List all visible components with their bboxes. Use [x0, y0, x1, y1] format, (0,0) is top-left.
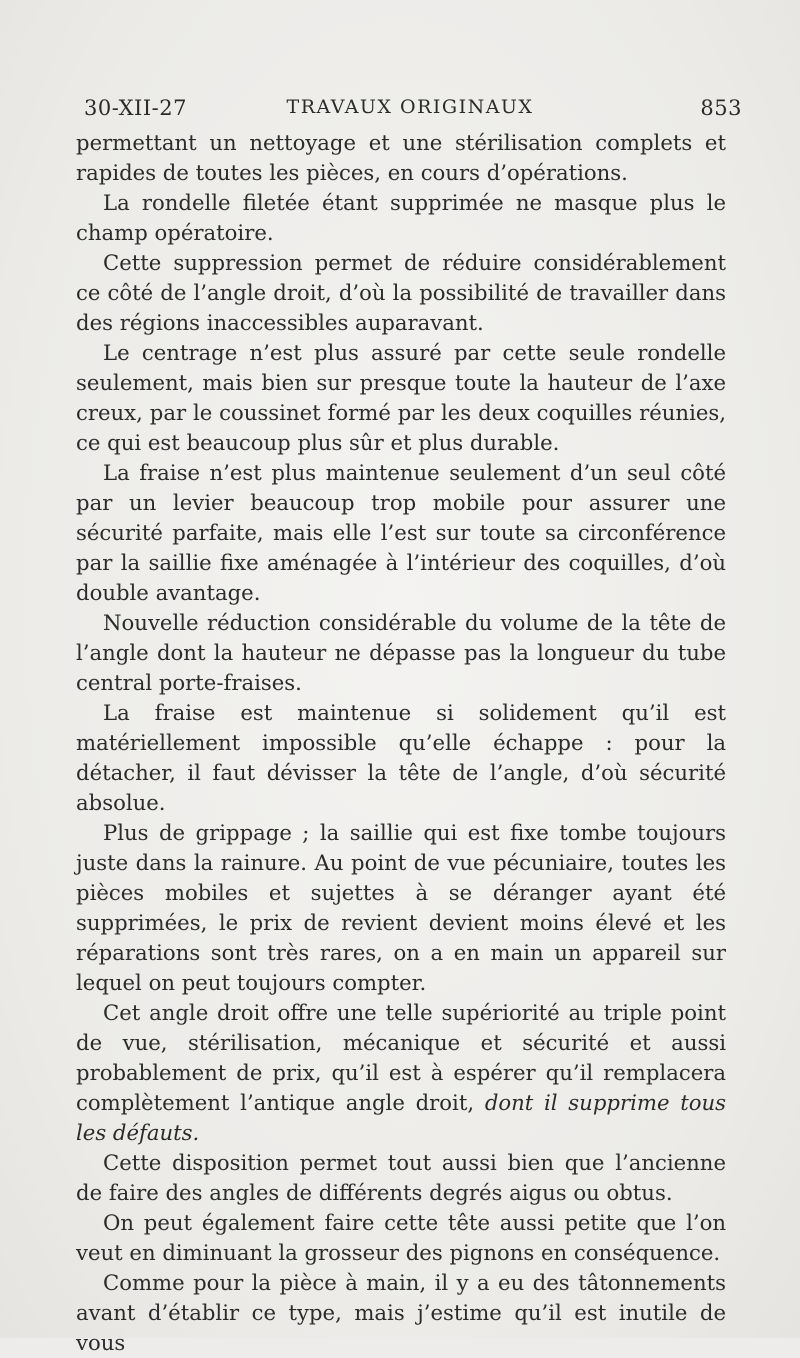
paragraph: On peut également faire cette tête aussi petite que l’on veut en diminuant la grosseur des pignons en conséquence. — [76, 1210, 726, 1265]
paragraph: Cette disposition permet tout aussi bien que l’ancienne de faire des angles de différents degrés aigus ou obtus. — [76, 1150, 726, 1205]
header-page-number: 853 — [700, 96, 742, 120]
header-date: 30-XII-27 — [84, 96, 187, 120]
paragraph: La rondelle filetée étant supprimée ne masque plus le champ opératoire. — [76, 190, 726, 245]
paragraph: Cette suppression permet de réduire considérablement ce côté de l’angle droit, d’où la possibilité de travailler dans des régions inaccessibles auparavant. — [76, 250, 726, 335]
paragraph: La fraise est maintenue si solidement qu’il est matériellement impossible qu’elle échappe : pour la détacher, il faut dévisser la tête de l’angle, d’où sécurité absolue. — [76, 700, 726, 815]
paragraph: Nouvelle réduction considérable du volume de la tête de l’angle dont la hauteur ne dépasse pas la longueur du tube central porte-fraises. — [76, 610, 726, 695]
paragraph-continuation: permettant un nettoyage et une stérilisation complets et rapides de toutes les pièces, en cours d’opérations. — [76, 130, 726, 185]
paragraph — [76, 998, 726, 1148]
body-text — [76, 128, 726, 1358]
paragraph-text: Cet angle droit offre une telle supériorité au triple point de vue, stérilisation, mécanique et sécurité et aussi probablement de prix, qu’il est à espérer qu’il remplacera complètement l’antique angle droit, — [76, 1000, 726, 1115]
paragraph: Plus de grippage ; la saillie qui est fixe tombe toujours juste dans la rainure. Au point de vue pécuniaire, toutes les pièces mobiles et sujettes à se déranger ayant été supprimées, le prix de revient devient moins élevé et les réparations sont très rares, on a en main un appareil sur lequel on peut toujours compter. — [76, 820, 726, 995]
paragraph: La fraise n’est plus maintenue seulement d’un seul côté par un levier beaucoup trop mobile pour assurer une sécurité parfaite, mais elle l’est sur toute sa circonférence par la saillie fixe aménagée à l’intérieur des coquilles, d’où double avantage. — [76, 460, 726, 605]
paragraph: Le centrage n’est plus assuré par cette seule rondelle seulement, mais bien sur presque toute la hauteur de l’axe creux, par le coussinet formé par les deux coquilles réunies, ce qui est beaucoup plus sûr et plus durable. — [76, 340, 726, 455]
paragraph: Comme pour la pièce à main, il y a eu des tâtonnements avant d’établir ce type, mais j’estime qu’il est inutile de vous — [76, 1270, 726, 1355]
running-header — [78, 96, 742, 126]
header-section-title: TRAVAUX ORIGINAUX — [286, 96, 534, 118]
paragraph-italic-text: dont il supprime tous les défauts. — [76, 1090, 726, 1145]
